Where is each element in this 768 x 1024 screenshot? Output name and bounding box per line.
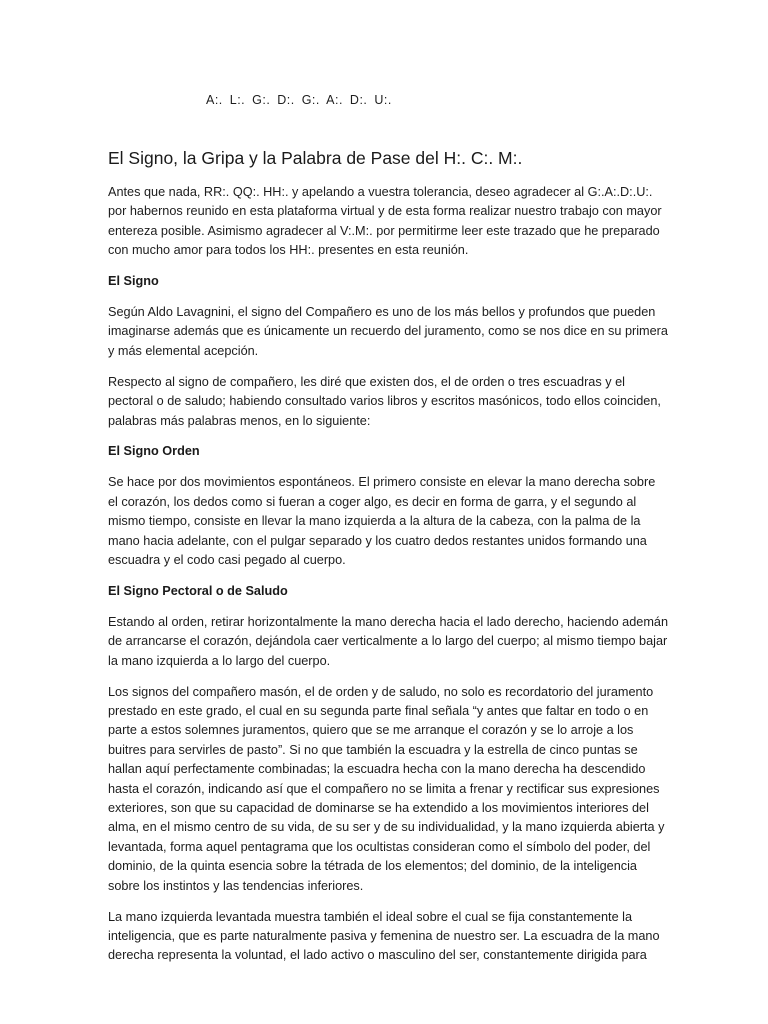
pectoral-paragraph-1: Estando al orden, retirar horizontalmente la mano derecha hacia el lado derecho, haciendo ademán de arrancarse el corazón, dejándola caer verticalmente a lo largo del cuerpo; al mismo tiempo bajar la mano izquierda a lo largo del cuerpo. xyxy=(108,614,669,668)
document-body xyxy=(108,183,668,977)
section-heading-pectoral: El Signo Pectoral o de Saludo xyxy=(108,583,288,598)
pectoral-paragraph-2: Los signos del compañero masón, el de orden y de saludo, no solo es recordatorio del juramento prestado en este grado, el cual en su segunda parte final señala “y antes que faltar en todo o en parte a estos solemnes juramentos, quiero que se me arranque el corazón y se lo arroje a los buitres para servirles de pasto”. Si no que también la escuadra y la estrella de cinco puntas se hallan aquí perfectamente combinadas; la escuadra hecha con la mano derecha ha descendido hasta el corazón, indicando así que el compañero no se limita a frenar y rectificar sus expresiones exteriores, son que su capacidad de dominarse se ha extendido a los movimientos interiores del alma, en el mismo centro de su vida, de su ser y de su individualidad, y la mano izquierda abierta y levantada, forma aquel pentagrama que los ocultistas consideran como el símbolo del poder, del dominio, de la quinta esencia sobre la tétrada de los elementos; del dominio, de la inteligencia sobre los instintos y las tendencias inferiores. xyxy=(108,684,665,893)
signo-paragraph-1: Según Aldo Lavagnini, el signo del Compañero es uno de los más bellos y profundos que pueden imaginarse además que es únicamente un recuerdo del juramento, como se nos dice en su primera y más elemental acepción. xyxy=(108,305,668,358)
signo-paragraph-2: Respecto al signo de compañero, les diré que existen dos, el de orden o tres escuadras y el pectoral o de saludo; habiendo consultado varios libros y escritos masónicos, todo ellos coinciden, palabras más palabras menos, en lo siguiente: xyxy=(108,374,661,428)
intro-paragraph: Antes que nada, RR:. QQ:. HH:. y apelando a vuestra tolerancia, deseo agradecer al G:.A:.D:.U:. por habernos reunido en esta plataforma virtual y de esta forma realizar nuestro trabajo con mayor entereza posible. Asimismo agradecer al V:.M:. por permitirme leer este trazado que he preparado con mucho amor para todos los HH:. presentes en esta reunión. xyxy=(108,185,662,258)
section-heading-orden: El Signo Orden xyxy=(108,444,200,459)
document-title: El Signo, la Gripa y la Palabra de Pase del H:. C:. M:. xyxy=(108,148,523,168)
pectoral-paragraph-3: La mano izquierda levantada muestra también el ideal sobre el cual se fija constantemente la inteligencia, que es parte naturalmente pasiva y femenina de nuestro ser. La escuadra de la mano derecha representa la voluntad, el lado activo o masculino del ser, constantemente dirigida para xyxy=(108,909,660,963)
section-heading-signo: El Signo xyxy=(108,274,159,289)
orden-paragraph-1: Se hace por dos movimientos espontáneos. El primero consiste en elevar la mano derecha sobre el corazón, los dedos como si fueran a coger algo, es decir en forma de garra, y el segundo al mismo tiempo, consiste en llevar la mano izquierda a la altura de la cabeza, con la palma de la mano hacia adelante, con el pulgar separado y los cuatro dedos restantes unidos formando una escuadra y el codo casi pegado al cuerpo. xyxy=(108,475,656,567)
masonic-invocation: A:. L:. G:. D:. G:. A:. D:. U:. xyxy=(206,93,392,107)
